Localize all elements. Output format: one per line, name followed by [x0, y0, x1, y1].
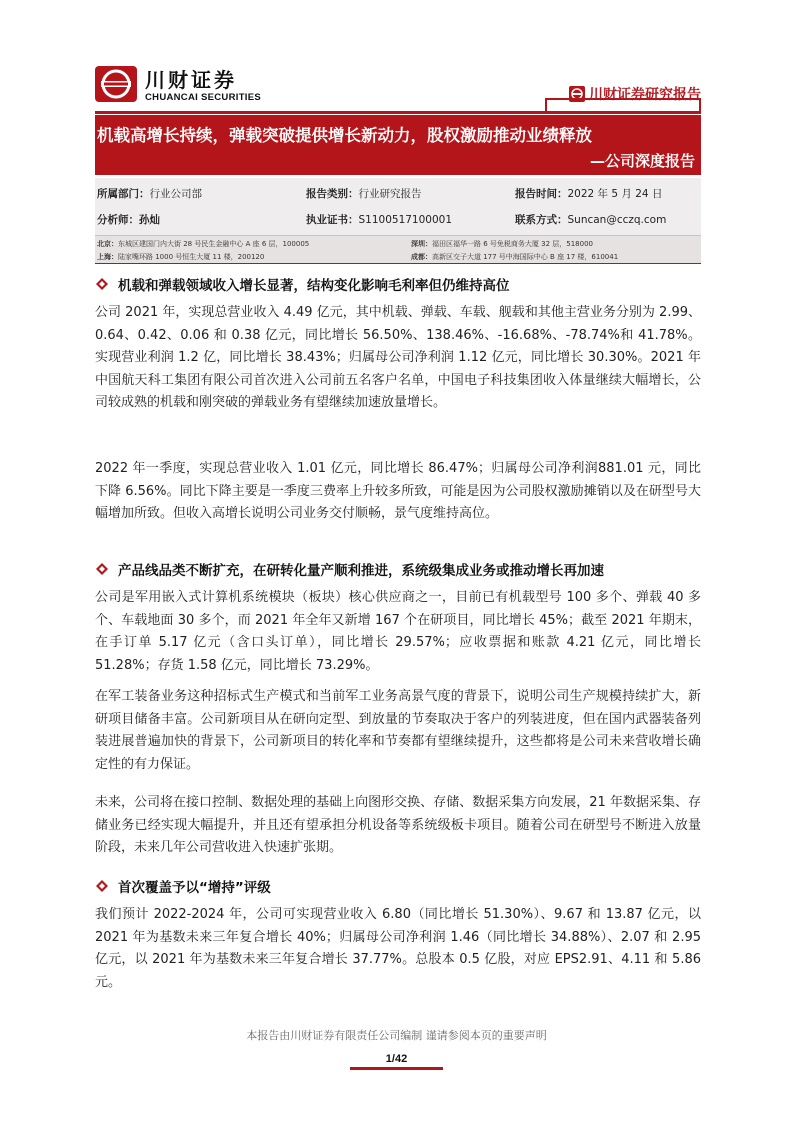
- header-brand-frame: [545, 98, 701, 112]
- paragraph: 公司 2021 年，实现总营业收入 4.49 亿元，其中机载、弹载、车载、舰载和其他主营业务分别为 2.99、0.64、0.42、0.06 和 0.38 亿元，同比增长 56.50%、138.46%、-16.68%、-78.74%和 41.78%。实现营业利润 1.2 亿，同比增长 38.43%；归属母公司净利润 1.12 亿元，同比增长 30.30%。2021 年中国航天科工集团有限公司首次进入公司前五名客户名单，中国电子科技集团收入体量继续大幅增长，公司较成熟的机载和刚突破的弹载业务有望继续加速放量增长。: [95, 305, 701, 411]
- section-heading: [96, 274, 510, 294]
- report-brand-label: 川财证券研究报告: [589, 87, 701, 103]
- meta-time: [515, 186, 662, 201]
- address-shanghai: [97, 252, 264, 262]
- company-name-cn: 川财证券: [145, 68, 237, 92]
- meta-category-value: 行业研究报告: [358, 188, 422, 200]
- company-logo-icon: [95, 66, 137, 102]
- section-heading: [96, 559, 604, 579]
- diamond-bullet-icon: [96, 563, 108, 575]
- meta-analyst: [97, 212, 160, 227]
- meta-certificate-value: S1100517100001: [358, 214, 453, 226]
- title-band: [95, 115, 701, 175]
- address-shanghai-label: 上海：: [97, 253, 118, 261]
- address-chengdu-label: 成都：: [411, 253, 432, 261]
- meta-contact: [515, 212, 666, 227]
- meta-contact-value[interactable]: Suncan@cczq.com: [567, 214, 667, 226]
- address-shenzhen: [411, 239, 593, 249]
- meta-analyst-value: 孙灿: [139, 214, 160, 226]
- footer-disclaimer: 本报告由川财证券有限责任公司编制 谨请参阅本页的重要声明: [246, 1029, 547, 1042]
- address-beijing: [97, 239, 309, 249]
- diamond-bullet-icon: [96, 880, 108, 892]
- address-beijing-value: 东城区建国门内大街 28 号民生金融中心 A 座 6 层，100005: [118, 240, 310, 248]
- report-subtitle: —公司深度报告: [589, 152, 695, 170]
- paragraph: 在军工装备业务这种招标式生产模式和当前军工业务高景气度的背景下，说明公司生产规模持续扩大，新研项目储备丰富。公司新项目从在研向定型、到放量的节奏取决于客户的列装进度，但在国内武器装备列装进展普遍加快的背景下，公司新项目的转化率和节奏都有望继续提升，这些都将是公司未来营收增长确定性的有力保证。: [95, 689, 701, 772]
- address-shenzhen-label: 深圳：: [411, 240, 432, 248]
- paragraph: 公司是军用嵌入式计算机系统模块（板块）核心供应商之一，目前已有机载型号 100 多个、弹载 40 多个、车载地面 30 多个，而 2021 年全年又新增 167 个在研项目，同比增长 45%；截至 2021 年期末，在手订单 5.17 亿元（含口头订单），同比增长 29.57%；应收票据和账款 4.21 亿元，同比增长 51.28%；存货 1.58 亿元，同比增长 73.29%。: [95, 590, 701, 673]
- meta-contact-label: 联系方式：: [515, 214, 568, 226]
- meta-certificate-label: 执业证书：: [306, 214, 359, 226]
- meta-department-label: 所属部门：: [97, 188, 150, 200]
- paragraph: 2022 年一季度，实现总营业收入 1.01 亿元，同比增长 86.47%；归属母公司净利润881.01 元，同比下降 6.56%。同比下降主要是一季度三费率上升较多所致，可能是因为公司股权激励摊销以及在研型号大幅增加所致。但收入高增长说明公司业务交付顺畅，景气度维持高位。: [95, 461, 701, 522]
- address-chengdu-value: 高新区交子大道 177 号中海国际中心 B 座 17 楼，610041: [432, 253, 619, 261]
- meta-category: [306, 186, 422, 201]
- meta-category-label: 报告类别：: [306, 188, 359, 200]
- report-meta: [95, 178, 701, 236]
- page-number: 1/42: [385, 1053, 408, 1065]
- address-shenzhen-value: 福田区福华一路 6 号免税商务大厦 32 层，518000: [432, 240, 593, 248]
- address-beijing-label: 北京：: [97, 240, 118, 248]
- header-divider: [95, 111, 701, 114]
- meta-department: [97, 186, 202, 201]
- section-heading-text: 首次覆盖予以“增持”评级: [118, 880, 271, 896]
- report-title: 机载高增长持续，弹载突破提供增长新动力，股权激励推动业绩释放: [97, 126, 592, 145]
- paragraph: 我们预计 2022-2024 年，公司可实现营业收入 6.80（同比增长 51.30%）、9.67 和 13.87 亿元，以 2021 年为基数未来三年复合增长 40%；归属母公司净利润 1.46（同比增长 34.88%）、2.07 和 2.95 亿元，以 2021 年为基数未来三年复合增长 37.77%。总股本 0.5 亿股，对应 EPS2.91、4.11 和 5.86 元。: [95, 907, 701, 990]
- company-name-en: CHUANCAI SECURITIES: [145, 92, 262, 103]
- meta-certificate: [306, 212, 452, 227]
- meta-time-label: 报告时间：: [515, 188, 568, 200]
- section-heading-text: 产品线品类不断扩充，在研转化量产顺利推进，系统级集成业务或推动增长再加速: [118, 563, 604, 579]
- address-shanghai-value: 陆家嘴环路 1000 号恒生大厦 11 楼，200120: [118, 253, 265, 261]
- meta-time-value: 2022 年 5 月 24 日: [567, 188, 663, 200]
- address-chengdu: [411, 252, 618, 262]
- section-heading-text: 机载和弹载领域收入增长显著，结构变化影响毛利率但仍维持高位: [118, 278, 510, 294]
- office-addresses: [95, 236, 701, 264]
- page-number-underline: [350, 1067, 443, 1070]
- meta-department-value: 行业公司部: [149, 188, 202, 200]
- meta-analyst-label: 分析师：: [97, 214, 139, 226]
- section-heading: [96, 876, 271, 896]
- diamond-bullet-icon: [96, 278, 108, 290]
- paragraph: 未来，公司将在接口控制、数据处理的基础上向图形交换、存储、数据采集方向发展，21 年数据采集、存储业务已经实现大幅提升，并且还有望承担分机设备等系统级板卡项目。随着公司在研型号不断进入放量阶段，未来几年公司营收进入快速扩张期。: [95, 795, 701, 856]
